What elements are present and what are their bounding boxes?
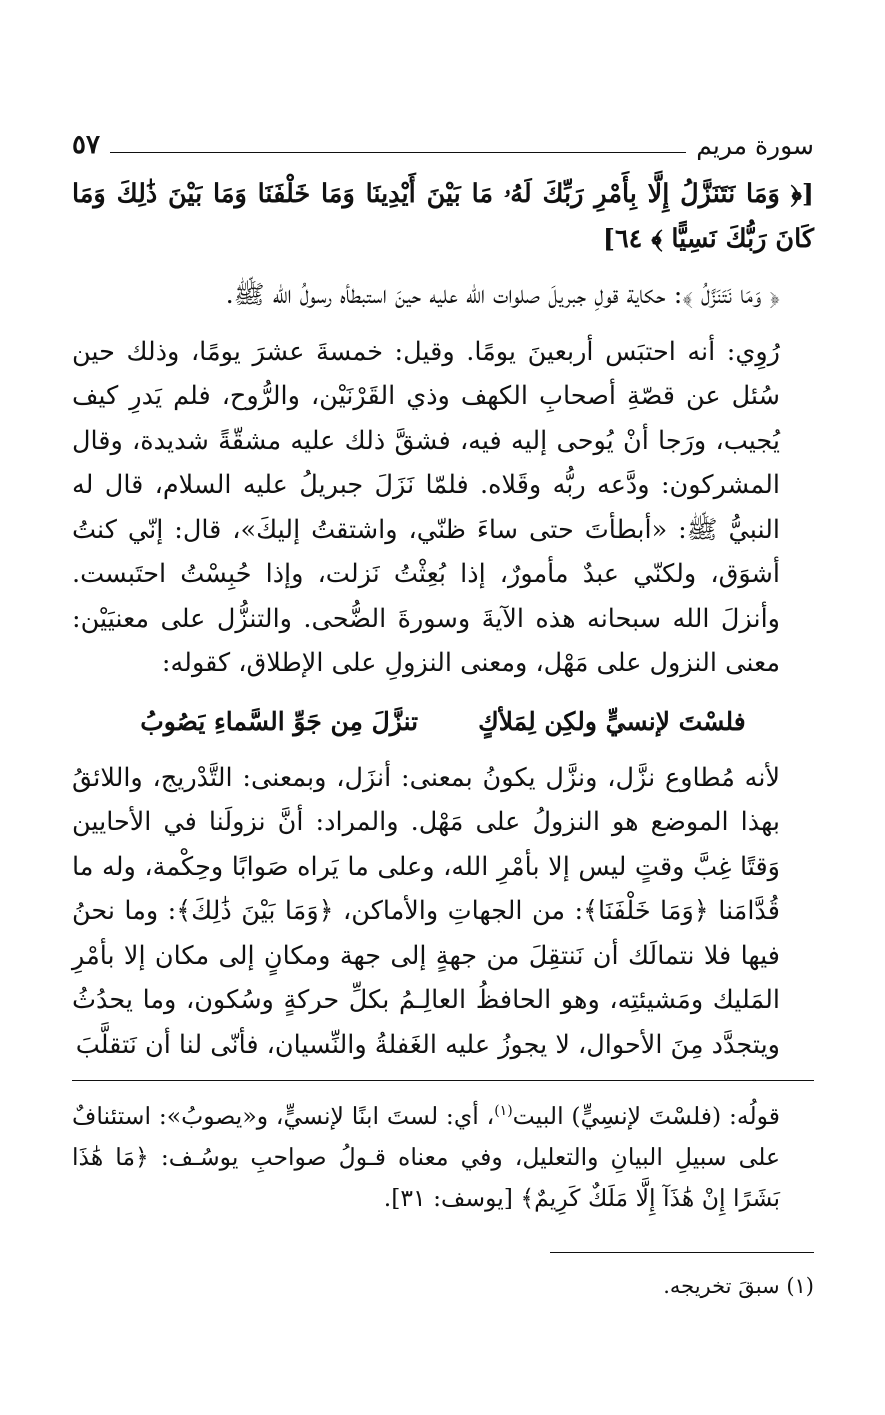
spacer — [72, 318, 814, 330]
footnote-divider — [550, 1252, 814, 1253]
paragraph-explanation: لأنه مُطاوع نزَّل، ونزَّل يكونُ بمعنى: أنزَل، وبمعنى: التَّدْريج، واللائقُ بهذا الموضع هو النزولُ على مَهْل. والمراد: أنَّ نزولَنا في الأحايين وَقتًا غِبَّ وقتٍ ليس إلا بأمْرِ الله، وعلى ما يَراه صَوابًا وحِكْمة، وله ما قُدَّامَنا ﴿وَمَا خَلْفَنَا﴾: من الجهاتِ والأماكن، ﴿وَمَا بَيْنَ ذَٰلِكَ﴾: وما نحنُ فيها فلا نتمالَك أن نَنتقِلَ من جهةٍ إلى جهة ومكانٍ إلى مكان إلا بأمْرِ المَليك ومَشيئتِه، وهو الحافظُ العالِـمُ بكلِّ حركةٍ وسُكون، وما يحدُثُ ويتجدَّد مِنَ الأحوال، لا يجوزُ عليه الغَفلةُ والنِّسيان، فأنّى لنا أن نَتقلَّبَ — [72, 762, 780, 1060]
commentary-part-1: قولُه: (فلسْتَ لإنسِيٍّ) البيت — [512, 1102, 781, 1130]
spacer — [72, 261, 814, 273]
commentary-text — [72, 1096, 814, 1219]
main-text — [72, 172, 814, 1067]
commentary-divider — [72, 1080, 814, 1081]
footnote-ref: (١) — [494, 1103, 513, 1120]
quran-verse: [﴿ وَمَا نَتَنَزَّلُ إِلَّا بِأَمْرِ رَبِّكَ لَهُۥ مَا بَيْنَ أَيْدِينَا وَمَا خَلْفَنَا وَمَا بَيْنَ ذَٰلِكَ وَمَا كَانَ رَبُّكَ نَسِيًّا ﴾ ٦٤] — [72, 179, 814, 254]
poem-hemistich-left: تنزَّلَ مِن جَوِّ السَّماءِ يَصُوبُ — [140, 706, 419, 736]
header-rule — [110, 138, 686, 153]
commentary-block — [72, 1096, 814, 1219]
surah-title: سورة مريم — [696, 130, 814, 160]
poem-verse — [72, 696, 814, 748]
page-header — [72, 128, 814, 162]
commentary-part-2: ، أي: لستَ ابنًا لإنسيٍّ، و«يصوبُ»: استئنافٌ على سبيلِ البيانِ والتعليل، وفي معناه قـولُ صواحبِ يوسُـف: ﴿مَا هَٰذَا بَشَرًا إِنْ هَٰذَآ إِلَّا مَلَكٌ كَرِيمٌ﴾ [يوسف: ٣١]. — [72, 1102, 780, 1212]
poem-hemistich-right: فلسْتَ لإنسيٍّ ولكِن لِمَلأكٍ — [478, 706, 746, 736]
footnote: (١) سبقَ تخريجه. — [663, 1274, 814, 1298]
page-number: ٥٧ — [72, 130, 100, 160]
paragraph-intro: ﴿ وَمَا نَتَنَزَّلُ ﴾: حكاية قولِ جبريلَ صلوات الله عليه حينَ استبطأه رسولُ الله ﷺ. — [225, 280, 780, 310]
paragraph-narration: رُوِي: أنه احتبَس أربعينَ يومًا. وقيل: خمسةَ عشرَ يومًا، وذلك حين سُئل عن قصّةِ أصحابِ الكهف وذي القَرْنَيْن، والرُّوح، فلم يَدرِ كيف يُجيب، ورَجا أنْ يُوحى إليه فيه، فشقَّ ذلك عليه مشقّةً شديدة، وقال المشركون: ودَّعه ربُّه وقَلاه. فلمّا نَزَلَ جبريلُ عليه السلام، قال له النبيُّ ﷺ: «أبطأتَ حتى ساءَ ظنّي، واشتقتُ إليكَ»، قال: إنّي كنتُ أشوَق، ولكنّي عبدٌ مأمورٌ، إذا بُعِثْتُ نَزلت، وإذا حُبِسْتُ احتَبست. وأنزلَ الله سبحانه هذه الآيةَ وسورةَ الضُّحى. والتنزُّل على معنيَيْن: معنى النزول على مَهْل، ومعنى النزولِ على الإطلاق، كقوله: — [72, 336, 780, 678]
